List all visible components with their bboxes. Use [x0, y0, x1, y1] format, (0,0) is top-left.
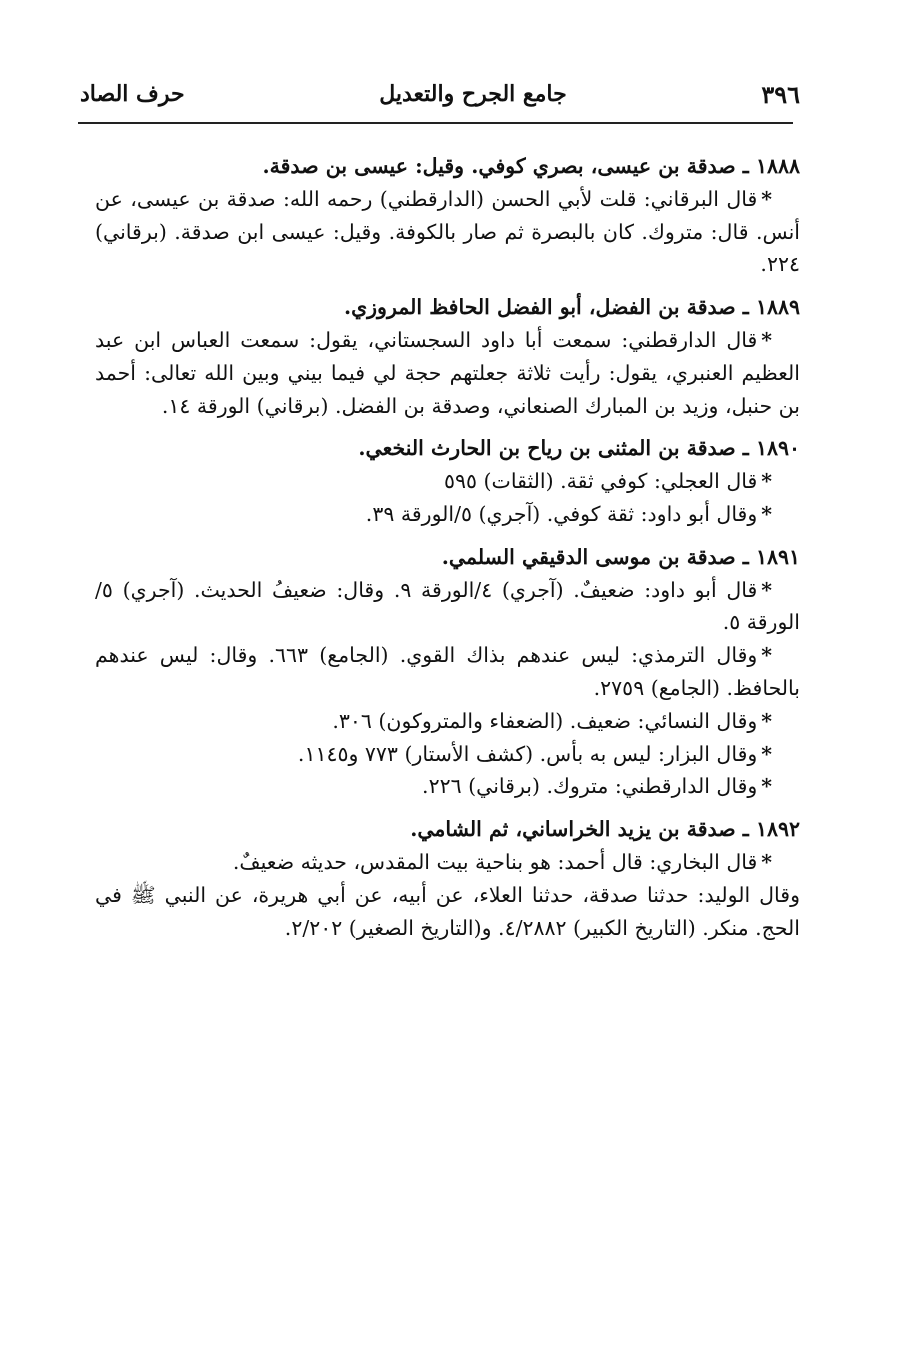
asterisk-marker: * [761, 741, 772, 766]
entry-number: ١٨٩٢ [755, 817, 800, 842]
entry-heading: ١٨٨٨ ـ صدقة بن عيسى، بصري كوفي. وقيل: عيسى بن صدقة. [262, 154, 800, 178]
paragraph-text: وقال أبو داود: ثقة كوفي. (آجري) ٥/الورقة ٣٩. [365, 501, 758, 526]
page-number: ٣٩٦ [761, 79, 800, 109]
entry-heading: ١٨٩٢ ـ صدقة بن يزيد الخراساني، ثم الشامي. [410, 817, 800, 842]
asterisk-marker: * [761, 327, 772, 352]
book-title: جامع الجرح والتعديل [379, 81, 567, 107]
narration-paragraph [95, 705, 800, 738]
paragraph-text: قال أبو داود: ضعيفٌ. (آجري) ٤/الورقة ٩. وقال: ضعيفُ الحديث. (آجري) ٥/الورقة ٥. [95, 577, 800, 635]
header-rule [78, 122, 793, 124]
paragraph-text: وقال البزار: ليس به بأس. (كشف الأستار) ٧٧٣ و١١٤٥. [297, 741, 758, 766]
entry-number: ١٨٩١ [755, 544, 800, 569]
entry-number: ١٨٩٠ [755, 436, 800, 461]
paragraph-text: وقال النسائي: ضعيف. (الضعفاء والمتروكون) ٣٠٦. [332, 708, 758, 733]
biography-entry [95, 541, 800, 803]
section-title: حرف الصاد [80, 81, 185, 107]
asterisk-marker: * [761, 186, 772, 211]
narration-paragraph [95, 183, 800, 281]
page-header [80, 74, 800, 114]
entry-heading: ١٨٨٩ ـ صدقة بن الفضل، أبو الفضل الحافظ المروزي. [343, 295, 800, 320]
entry-name: صدقة بن الفضل، أبو الفضل الحافظ المروزي. [343, 295, 736, 320]
biography-entry [95, 813, 800, 944]
narration-paragraph [95, 465, 800, 498]
asterisk-marker: * [761, 577, 772, 602]
entry-name: صدقة بن يزيد الخراساني، ثم الشامي. [410, 817, 736, 842]
continuation-paragraph: وقال الوليد: حدثنا صدقة، حدثنا العلاء، عن أبيه، عن أبي هريرة، عن النبي ﷺ في الحج. منكر. (التاريخ الكبير) ٤/٢٨٨٢. و(التاريخ الصغير) ٢/٢٠٢. [95, 882, 800, 940]
paragraph-text: قال العجلي: كوفي ثقة. (الثقات) ٥٩٥ [443, 469, 758, 494]
entry-number: ١٨٨٨ [755, 154, 800, 178]
asterisk-marker: * [761, 501, 772, 526]
narration-paragraph [95, 639, 800, 705]
narration-paragraph [95, 498, 800, 531]
entry-number: ١٨٨٩ [755, 295, 800, 320]
narration-paragraph [95, 324, 800, 422]
entry-name: صدقة بن موسى الدقيقي السلمي. [441, 544, 736, 569]
asterisk-marker: * [761, 469, 772, 494]
entry-heading: ١٨٩١ ـ صدقة بن موسى الدقيقي السلمي. [441, 544, 800, 569]
biography-entry [95, 291, 800, 422]
paragraph-text: قال البرقاني: قلت لأبي الحسن (الدارقطني) رحمه الله: صدقة بن عيسى، عن أنس. قال: متروك. كان بالبصرة ثم صار بالكوفة. وقيل: عيسى ابن صدقة. (برقاني) ٢٢٤. [95, 186, 800, 277]
entry-name: صدقة بن المثنى بن رياح بن الحارث النخعي. [358, 436, 736, 461]
narration-paragraph [95, 574, 800, 640]
narration-paragraph [95, 738, 800, 771]
asterisk-marker: * [761, 849, 772, 874]
paragraph-text: وقال الدارقطني: متروك. (برقاني) ٢٢٦. [422, 774, 758, 799]
asterisk-marker: * [761, 643, 773, 668]
asterisk-marker: * [761, 708, 772, 733]
asterisk-marker: * [761, 774, 772, 799]
biography-entry [95, 150, 800, 281]
narration-paragraph [95, 770, 800, 803]
paragraph-text: وقال الترمذي: ليس عندهم بذاك القوي. (الجامع) ٦٦٣. وقال: ليس عندهم بالحافظ. (الجامع) ٢٧٥٩. [95, 643, 800, 700]
page-body [95, 150, 800, 954]
paragraph-text: قال البخاري: قال أحمد: هو بناحية بيت المقدس، حديثه ضعيفٌ. [232, 849, 758, 874]
entry-name: صدقة بن عيسى، بصري كوفي. وقيل: عيسى بن صدقة. [262, 154, 736, 178]
paragraph-text: قال الدارقطني: سمعت أبا داود السجستاني، يقول: سمعت العباس ابن عبد العظيم العنبري، يقول: رأيت ثلاثة جعلتهم حجة لي فيما بيني وبين الله تعالى: أحمد بن حنبل، وزيد بن المبارك الصنعاني، وصدقة بن الفضل. (برقاني) الورقة ١٤. [95, 327, 800, 418]
entry-heading: ١٨٩٠ ـ صدقة بن المثنى بن رياح بن الحارث النخعي. [358, 436, 800, 461]
biography-entry [95, 432, 800, 530]
narration-paragraph [95, 846, 800, 879]
